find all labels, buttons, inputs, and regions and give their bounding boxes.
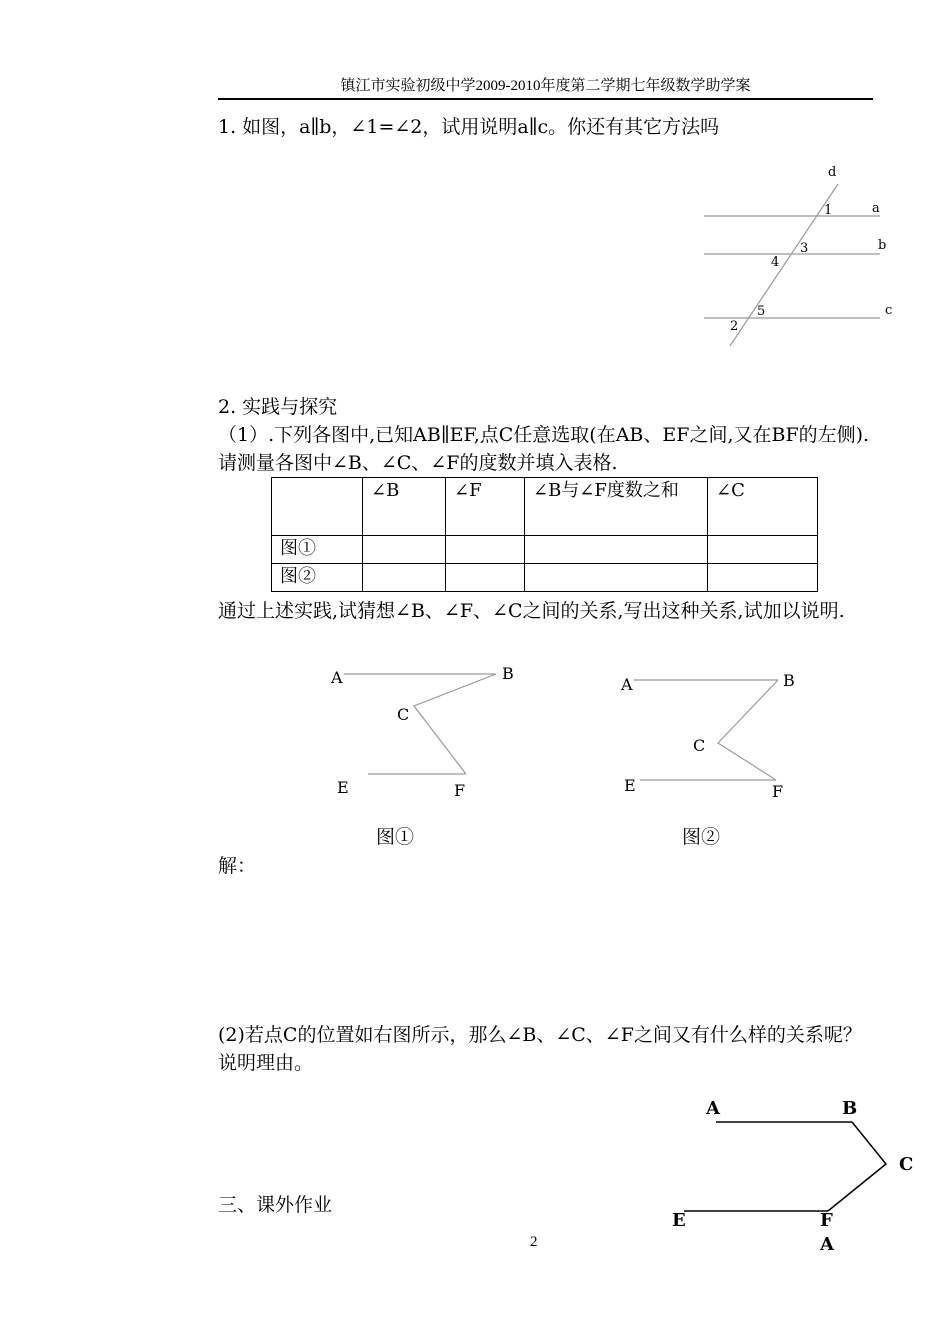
figure-2-caption: 图② — [682, 826, 721, 848]
parallel-lines-figure — [690, 160, 900, 350]
table-header-cell — [272, 478, 363, 536]
question-1-text: 1. 如图，a∥b，∠1=∠2，试用说明a∥c。你还有其它方法吗 — [218, 116, 720, 138]
table-cell[interactable] — [446, 564, 525, 592]
table-cell[interactable] — [708, 536, 818, 564]
page-number: 2 — [530, 1234, 538, 1250]
label-b: b — [878, 238, 887, 253]
fig1-label-E: E — [337, 778, 349, 797]
table-cell[interactable] — [363, 564, 446, 592]
label-a: a — [872, 201, 880, 216]
table-header-row — [272, 478, 818, 536]
question-2-part2-text: (2)若点C的位置如右图所示，那么∠B、∠C、∠F之间又有什么样的关系呢？说明理由。 — [218, 1024, 862, 1074]
angle-5: 5 — [757, 304, 766, 319]
fig3-label-C: C — [899, 1154, 914, 1175]
figure-1-caption: 图① — [376, 826, 415, 848]
fig2-label-F: F — [772, 782, 784, 801]
label-d: d — [828, 165, 837, 180]
fig2-label-C: C — [693, 736, 706, 755]
angle-3: 3 — [800, 241, 809, 256]
table-header-cell: ∠F — [446, 478, 525, 536]
fig2-label-B: B — [783, 671, 795, 690]
fig3-label-E: E — [672, 1210, 686, 1231]
question-2-title: 2. 实践与探究 — [218, 396, 338, 418]
figure-3 — [660, 1090, 920, 1260]
table-cell[interactable] — [446, 536, 525, 564]
fig1-label-C: C — [397, 705, 410, 724]
table-cell[interactable] — [363, 536, 446, 564]
fig3-label-A: A — [706, 1098, 720, 1119]
page-header: 镇江市实验初级中学2009-2010年度第二学期七年级数学助学案 — [218, 76, 873, 100]
table-header-cell: ∠C — [708, 478, 818, 536]
table-header-cell: ∠B与∠F度数之和 — [525, 478, 708, 536]
fig1-label-F: F — [454, 781, 466, 800]
question-2-guess-text: 通过上述实践,试猜想∠B、∠F、∠C之间的关系,写出这种关系,试加以说明. — [218, 600, 845, 622]
table-cell[interactable] — [525, 564, 708, 592]
table-row — [272, 536, 818, 564]
solution-label: 解： — [218, 855, 257, 877]
figure-2 — [610, 665, 820, 810]
fig1-label-B: B — [502, 664, 514, 683]
table-cell[interactable] — [525, 536, 708, 564]
table-row — [272, 564, 818, 592]
section-3-title: 三、课外作业 — [218, 1194, 333, 1216]
table-row-label: 图① — [272, 536, 363, 564]
fig3-label-F: F — [820, 1210, 833, 1231]
measurement-table — [271, 477, 818, 592]
table-row-label: 图② — [272, 564, 363, 592]
angle-1: 1 — [824, 203, 833, 218]
angle-4: 4 — [771, 255, 780, 270]
fig2-label-E: E — [624, 776, 636, 795]
angle-2: 2 — [730, 319, 739, 334]
fig1-label-A: A — [331, 668, 343, 687]
fig3-label-A-bottom: A — [820, 1234, 834, 1255]
fig3-label-B: B — [842, 1098, 858, 1119]
fig2-label-A: A — [621, 675, 633, 694]
question-2-part1-text: （1）.下列各图中,已知AB∥EF,点C任意选取(在AB、EF之间,又在BF的左侧).请测量各图中∠B、∠C、∠F的度数并填入表格. — [218, 424, 870, 474]
line-d — [730, 184, 838, 346]
table-header-cell: ∠B — [363, 478, 446, 536]
figure-1 — [320, 660, 530, 805]
table-cell[interactable] — [708, 564, 818, 592]
label-c: c — [885, 303, 893, 318]
